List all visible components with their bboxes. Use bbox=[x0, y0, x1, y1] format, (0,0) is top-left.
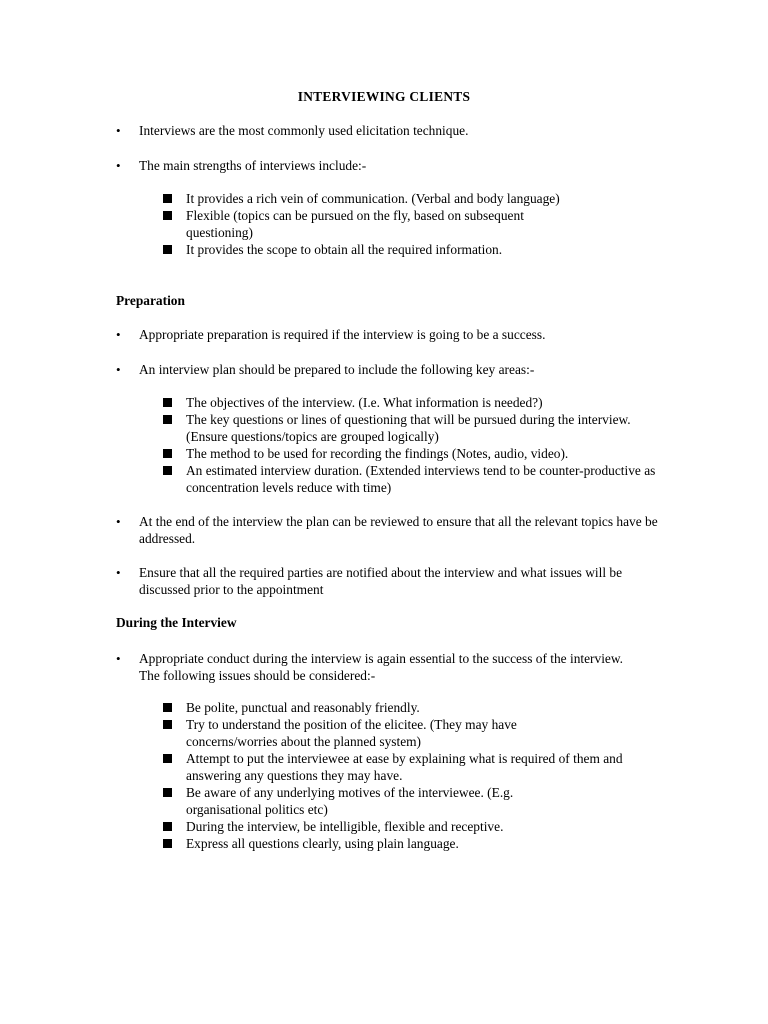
sub-bullet-text: The method to be used for recording the findings (Notes, audio, video). bbox=[186, 446, 569, 461]
sub-bullet-item bbox=[163, 207, 593, 241]
square-bullet-icon bbox=[163, 194, 172, 203]
bullet-text: Ensure that all the required parties are notified about the interview and what issues will be discussed prior to the appointment bbox=[139, 565, 623, 597]
bullet-text: An interview plan should be prepared to include the following key areas:- bbox=[139, 362, 535, 377]
bullet-item bbox=[116, 564, 666, 598]
sub-bullet-item bbox=[163, 411, 658, 445]
section-heading-during-interview: During the Interview bbox=[116, 615, 237, 630]
bullet-dot-icon: • bbox=[116, 123, 121, 138]
square-bullet-icon bbox=[163, 415, 172, 424]
sub-bullet-text: It provides a rich vein of communication. (Verbal and body language) bbox=[186, 191, 560, 206]
sub-bullet-item bbox=[163, 445, 683, 462]
bullet-text: Appropriate preparation is required if the interview is going to be a success. bbox=[139, 327, 546, 342]
sub-bullet-text: During the interview, be intelligible, flexible and receptive. bbox=[186, 819, 504, 834]
sub-bullet-text: An estimated interview duration. (Extended interviews tend to be counter-productive as concentration levels reduce with time) bbox=[186, 463, 656, 495]
sub-bullet-item bbox=[163, 716, 583, 750]
bullet-dot-icon: • bbox=[116, 651, 121, 666]
bullet-dot-icon: • bbox=[116, 327, 121, 342]
sub-bullet-item bbox=[163, 699, 683, 716]
sub-bullet-item bbox=[163, 394, 683, 411]
square-bullet-icon bbox=[163, 211, 172, 220]
bullet-dot-icon: • bbox=[116, 362, 121, 377]
sub-bullet-item bbox=[163, 190, 683, 207]
bullet-dot-icon: • bbox=[116, 514, 121, 529]
sub-bullet-item bbox=[163, 835, 683, 852]
section-heading-preparation: Preparation bbox=[116, 293, 185, 308]
sub-bullet-text: Be aware of any underlying motives of the interviewee. (E.g. organisational politics etc) bbox=[186, 785, 514, 817]
sub-bullet-text: Attempt to put the interviewee at ease by explaining what is required of them and answering any questions they may have. bbox=[186, 751, 623, 783]
bullet-text: Appropriate conduct during the interview is again essential to the success of the interview. The following issues should be considered:- bbox=[139, 651, 624, 683]
sub-bullet-text: Try to understand the position of the elicitee. (They may have concerns/worries about the planned system) bbox=[186, 717, 517, 749]
sub-bullet-text: Express all questions clearly, using plain language. bbox=[186, 836, 459, 851]
square-bullet-icon bbox=[163, 398, 172, 407]
bullet-dot-icon: • bbox=[116, 565, 121, 580]
sub-bullet-text: It provides the scope to obtain all the required information. bbox=[186, 242, 503, 257]
square-bullet-icon bbox=[163, 449, 172, 458]
square-bullet-icon bbox=[163, 822, 172, 831]
bullet-item bbox=[116, 122, 676, 139]
sub-bullet-text: The objectives of the interview. (I.e. What information is needed?) bbox=[186, 395, 543, 410]
bullet-item bbox=[116, 157, 676, 174]
bullet-item bbox=[116, 650, 646, 684]
bullet-item bbox=[116, 513, 661, 547]
bullet-text: At the end of the interview the plan can be reviewed to ensure that all the relevant topics have be addressed. bbox=[139, 514, 658, 546]
bullet-item bbox=[116, 361, 676, 378]
bullet-dot-icon: • bbox=[116, 158, 121, 173]
sub-bullet-item bbox=[163, 462, 663, 496]
sub-bullet-text: Be polite, punctual and reasonably friendly. bbox=[186, 700, 420, 715]
sub-bullet-text: The key questions or lines of questioning that will be pursued during the interview.(Ensure questions/topics are grouped logically) bbox=[186, 412, 631, 444]
square-bullet-icon bbox=[163, 839, 172, 848]
bullet-text: Interviews are the most commonly used elicitation technique. bbox=[139, 123, 469, 138]
sub-bullet-text: Flexible (topics can be pursued on the fly, based on subsequent questioning) bbox=[186, 208, 524, 240]
square-bullet-icon bbox=[163, 245, 172, 254]
bullet-item bbox=[116, 326, 676, 343]
square-bullet-icon bbox=[163, 466, 172, 475]
bullet-text: The main strengths of interviews include:- bbox=[139, 158, 367, 173]
square-bullet-icon bbox=[163, 720, 172, 729]
sub-bullet-item bbox=[163, 818, 683, 835]
sub-bullet-item bbox=[163, 750, 653, 784]
sub-bullet-item bbox=[163, 784, 583, 818]
square-bullet-icon bbox=[163, 788, 172, 797]
square-bullet-icon bbox=[163, 703, 172, 712]
sub-bullet-item bbox=[163, 241, 683, 258]
page-title: INTERVIEWING CLIENTS bbox=[297, 89, 471, 104]
square-bullet-icon bbox=[163, 754, 172, 763]
